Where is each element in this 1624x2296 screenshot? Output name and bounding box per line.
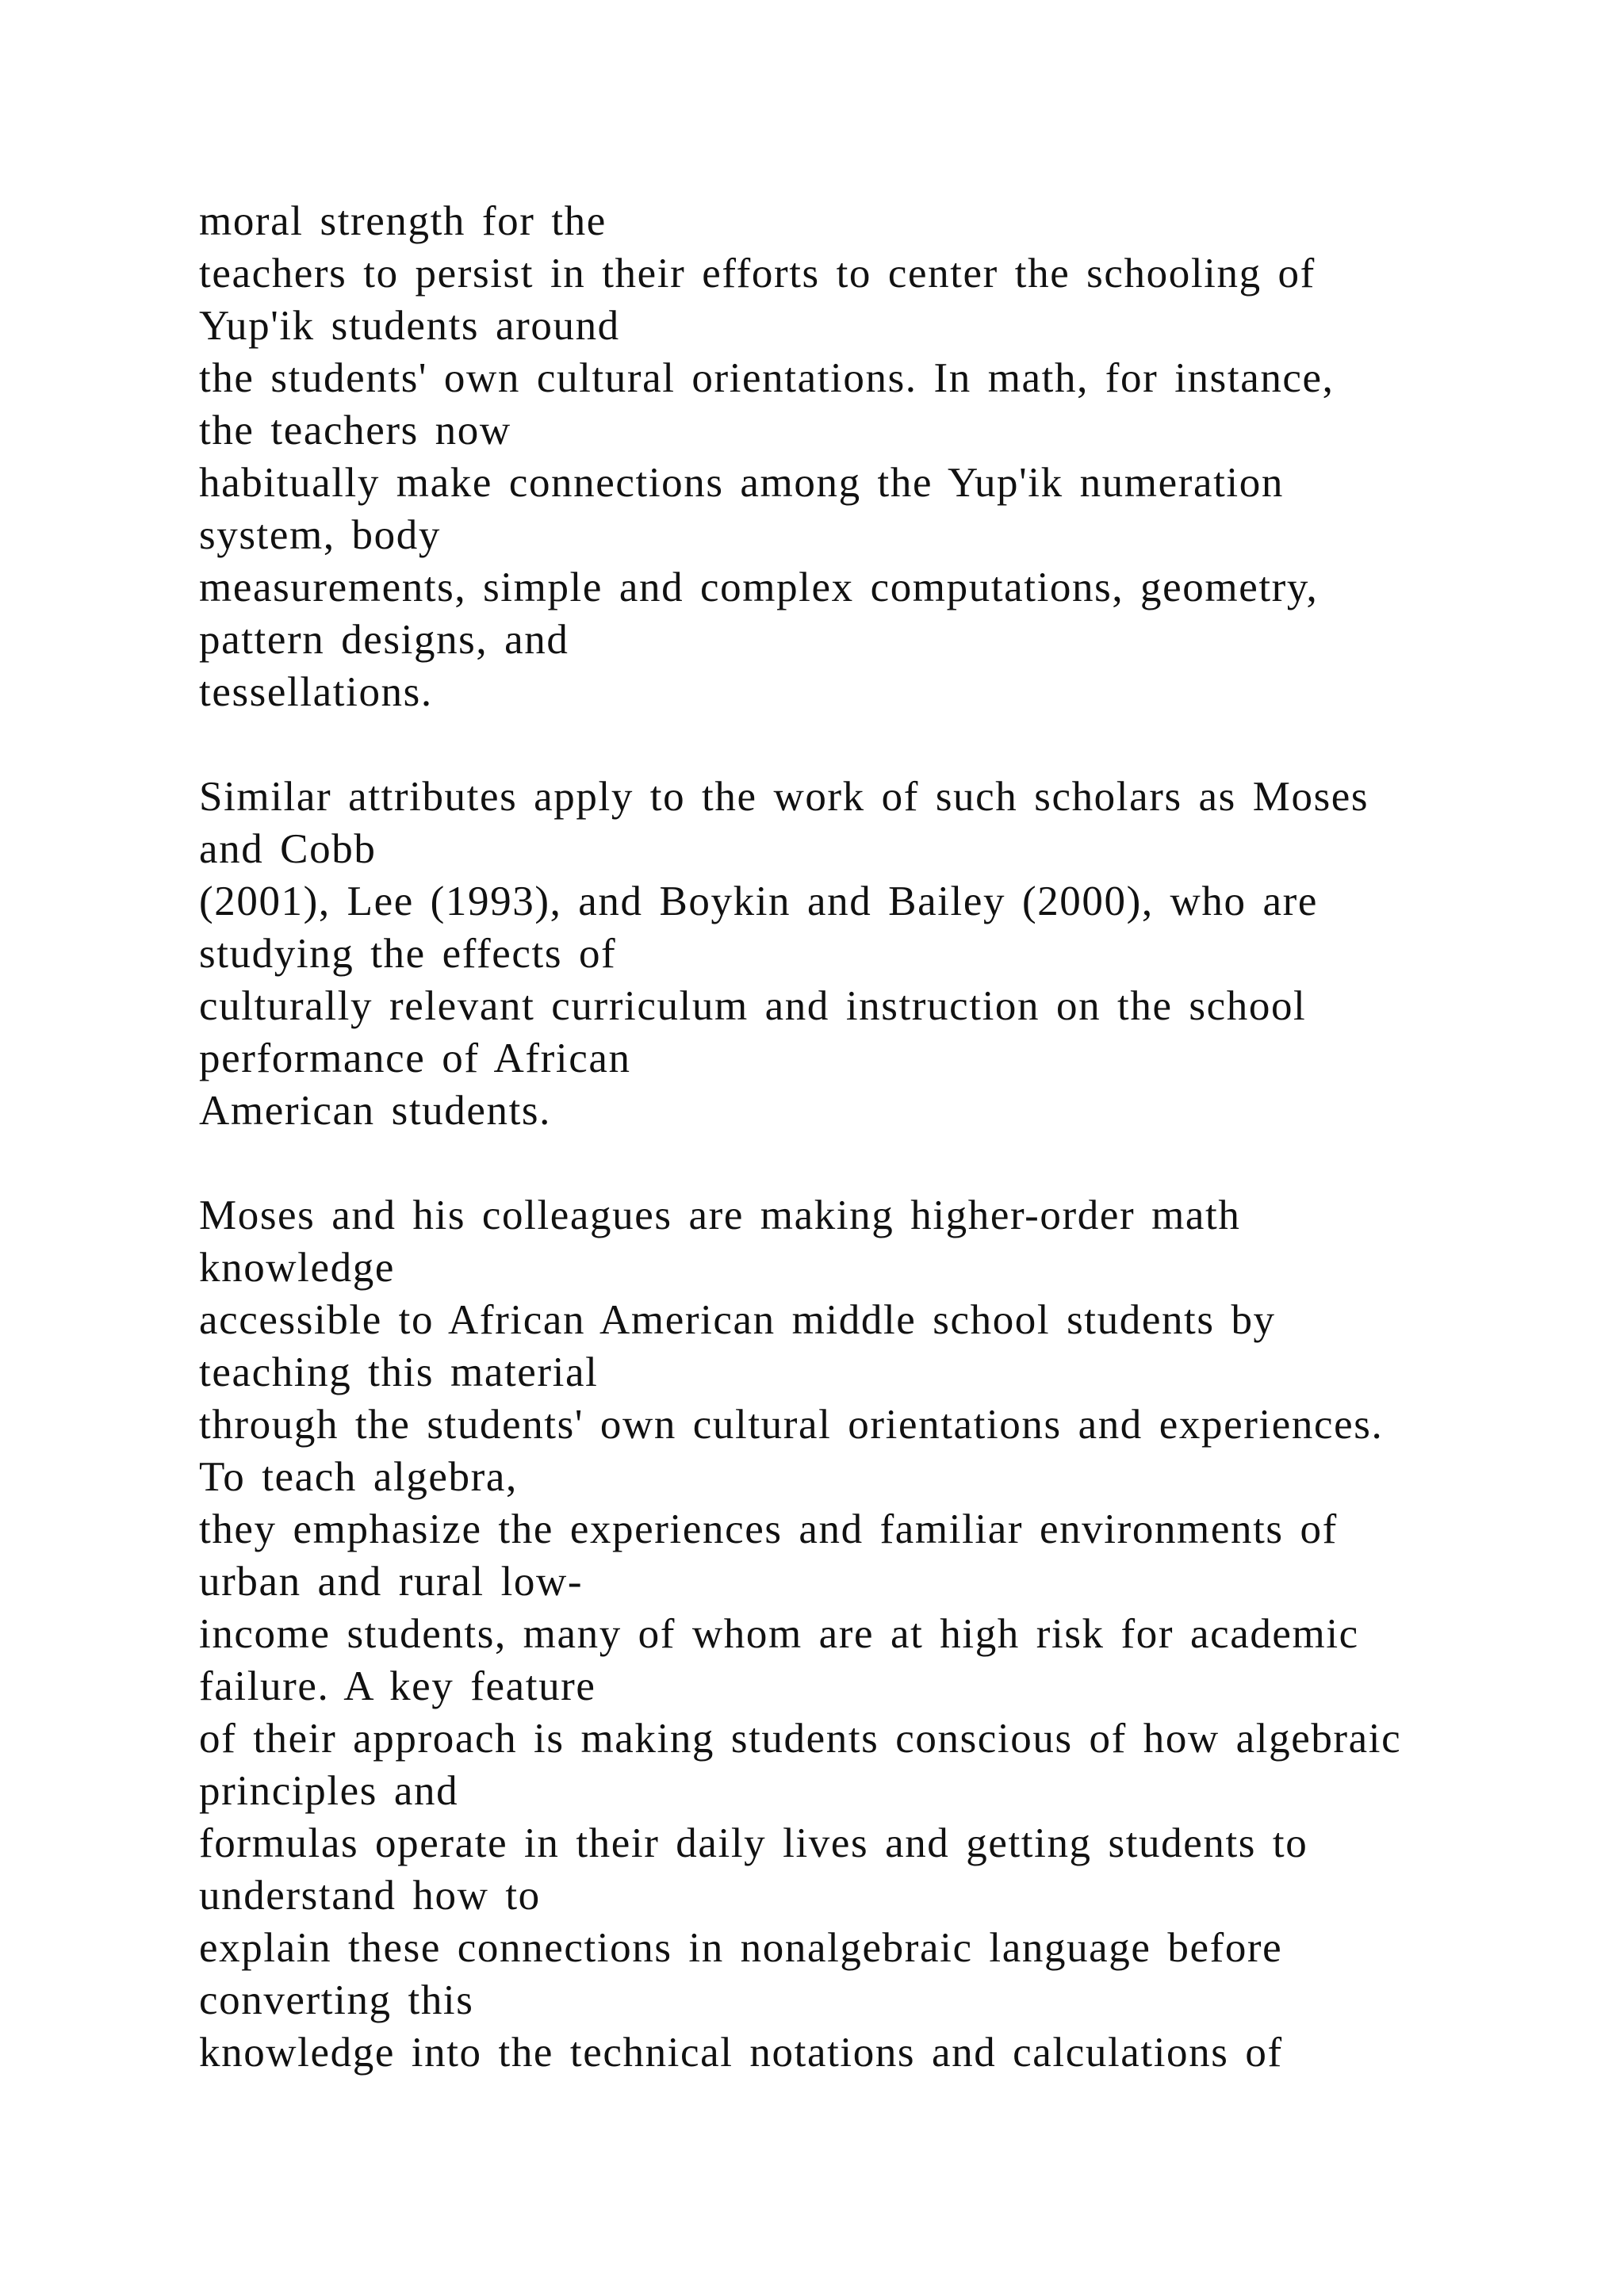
text-line: income students, many of whom are at high risk for academic xyxy=(199,1611,1359,1657)
text-line: (2001), Lee (1993), and Boykin and Bailey (2000), who are xyxy=(199,878,1318,924)
text-line: pattern designs, and xyxy=(199,617,569,663)
text-line: through the students' own cultural orientations and experiences. xyxy=(199,1402,1384,1448)
text-line: understand how to xyxy=(199,1873,541,1919)
text-line: the students' own cultural orientations. In math, for instance, xyxy=(199,355,1335,401)
text-line: Yup'ik students around xyxy=(199,303,620,349)
text-line: moral strength for the xyxy=(199,198,607,244)
paragraph-2 xyxy=(199,771,1547,1137)
text-line: principles and xyxy=(199,1768,459,1814)
text-line: habitually make connections among the Yup'ik numeration xyxy=(199,460,1284,506)
text-line: teaching this material xyxy=(199,1349,599,1395)
text-line: accessible to African American middle school students by xyxy=(199,1297,1276,1343)
text-line: Moses and his colleagues are making higher-order math xyxy=(199,1192,1241,1238)
text-line: performance of African xyxy=(199,1035,631,1081)
text-line: urban and rural low- xyxy=(199,1559,584,1605)
text-line: Similar attributes apply to the work of such scholars as Moses xyxy=(199,774,1369,820)
body-text xyxy=(199,195,1547,2079)
text-line: knowledge into the technical notations and calculations of xyxy=(199,2030,1283,2076)
paragraph-1 xyxy=(199,195,1547,718)
text-line: studying the effects of xyxy=(199,931,617,977)
text-line: culturally relevant curriculum and instruction on the school xyxy=(199,983,1307,1029)
text-line: teachers to persist in their efforts to center the schooling of xyxy=(199,251,1316,297)
text-line: they emphasize the experiences and familiar environments of xyxy=(199,1506,1338,1552)
paragraph-3 xyxy=(199,1189,1547,2079)
text-line: measurements, simple and complex computations, geometry, xyxy=(199,564,1319,610)
text-line: To teach algebra, xyxy=(199,1454,518,1500)
text-line: failure. A key feature xyxy=(199,1663,596,1709)
text-line: American students. xyxy=(199,1088,551,1134)
text-line: formulas operate in their daily lives and getting students to xyxy=(199,1820,1308,1866)
text-line: and Cobb xyxy=(199,826,377,872)
text-line: explain these connections in nonalgebraic language before xyxy=(199,1925,1283,1971)
text-line: knowledge xyxy=(199,1245,395,1291)
text-line: system, body xyxy=(199,512,441,558)
text-line: converting this xyxy=(199,1977,474,2023)
text-line: the teachers now xyxy=(199,408,511,453)
text-line: of their approach is making students conscious of how algebraic xyxy=(199,1716,1402,1762)
text-line: tessellations. xyxy=(199,669,433,715)
